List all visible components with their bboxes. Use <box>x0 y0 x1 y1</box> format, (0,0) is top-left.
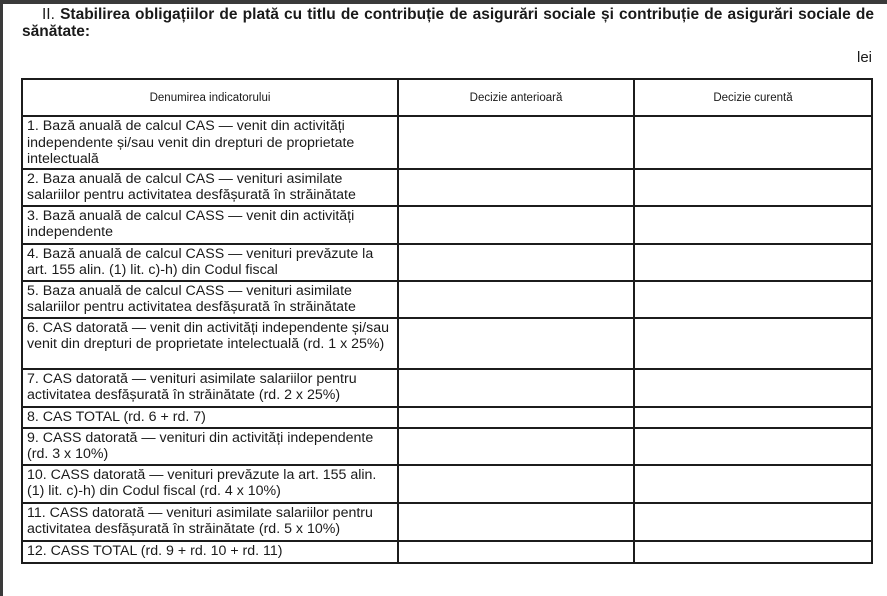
current-decision-cell[interactable] <box>634 465 872 503</box>
previous-decision-cell[interactable] <box>398 116 634 169</box>
indicator-label: 10. CASS datorată — venituri prevăzute la art. 155 alin. (1) lit. c)-h) din Codul fiscal (rd. 4 x 10%) <box>22 465 398 503</box>
section-number: II. <box>42 6 55 23</box>
table-row <box>22 428 872 465</box>
section-title: Stabilirea obligațiilor de plată cu titlu de contribuție de asigurări sociale și contribuție de asigurări sociale de sănătate: <box>22 6 874 40</box>
contributions-table <box>21 78 873 564</box>
current-decision-cell[interactable] <box>634 318 872 369</box>
table-row <box>22 244 872 281</box>
current-decision-cell[interactable] <box>634 428 872 465</box>
current-decision-cell[interactable] <box>634 369 872 407</box>
previous-decision-cell[interactable] <box>398 407 634 428</box>
indicator-label: 1. Bază anuală de calcul CAS — venit din activități independente și/sau venit din drepturi de proprietate intelectuală <box>22 116 398 169</box>
currency-unit: lei <box>856 49 872 66</box>
table-row <box>22 206 872 244</box>
indicator-label: 4. Bază anuală de calcul CASS — venituri prevăzute la art. 155 alin. (1) lit. c)-h) din Codul fiscal <box>22 244 398 281</box>
current-decision-cell[interactable] <box>634 206 872 244</box>
section-heading <box>22 6 874 40</box>
previous-decision-cell[interactable] <box>398 369 634 407</box>
indicator-label: 7. CAS datorată — venituri asimilate salariilor pentru activitatea desfășurată în străinătate (rd. 2 x 25%) <box>22 369 398 407</box>
window-frame-left <box>0 0 3 596</box>
table-row <box>22 318 872 369</box>
indicator-label: 11. CASS datorată — venituri asimilate salariilor pentru activitatea desfășurată în străinătate (rd. 5 x 10%) <box>22 503 398 541</box>
current-decision-cell[interactable] <box>634 281 872 318</box>
table-header-row <box>22 79 872 116</box>
indicator-label: 6. CAS datorată — venit din activități independente și/sau venit din drepturi de proprietate intelectuală (rd. 1 x 25%) <box>22 318 398 369</box>
previous-decision-cell[interactable] <box>398 318 634 369</box>
current-decision-cell[interactable] <box>634 541 872 563</box>
previous-decision-cell[interactable] <box>398 244 634 281</box>
previous-decision-cell[interactable] <box>398 503 634 541</box>
table-row <box>22 169 872 206</box>
table-row <box>22 503 872 541</box>
indicator-label: 3. Bază anuală de calcul CASS — venit din activități independente <box>22 206 398 244</box>
header-previous-decision: Decizie anterioară <box>398 79 634 116</box>
table-row <box>22 407 872 428</box>
indicator-label: 9. CASS datorată — venituri din activități independente (rd. 3 x 10%) <box>22 428 398 465</box>
table-row <box>22 541 872 563</box>
header-current-decision: Decizie curentă <box>634 79 872 116</box>
window-frame-top <box>0 0 887 4</box>
previous-decision-cell[interactable] <box>398 206 634 244</box>
table-row <box>22 369 872 407</box>
current-decision-cell[interactable] <box>634 169 872 206</box>
indicator-label: 12. CASS TOTAL (rd. 9 + rd. 10 + rd. 11) <box>22 541 398 563</box>
previous-decision-cell[interactable] <box>398 281 634 318</box>
header-indicator-name: Denumirea indicatorului <box>22 79 398 116</box>
indicator-label: 2. Baza anuală de calcul CAS — venituri asimilate salariilor pentru activitatea desfășurată în străinătate <box>22 169 398 206</box>
table-row <box>22 116 872 169</box>
table-row <box>22 465 872 503</box>
previous-decision-cell[interactable] <box>398 465 634 503</box>
indicator-label: 5. Baza anuală de calcul CASS — venituri asimilate salariilor pentru activitatea desfășurată în străinătate <box>22 281 398 318</box>
previous-decision-cell[interactable] <box>398 428 634 465</box>
table-row <box>22 281 872 318</box>
previous-decision-cell[interactable] <box>398 169 634 206</box>
current-decision-cell[interactable] <box>634 407 872 428</box>
previous-decision-cell[interactable] <box>398 541 634 563</box>
current-decision-cell[interactable] <box>634 503 872 541</box>
indicator-label: 8. CAS TOTAL (rd. 6 + rd. 7) <box>22 407 398 428</box>
current-decision-cell[interactable] <box>634 116 872 169</box>
current-decision-cell[interactable] <box>634 244 872 281</box>
